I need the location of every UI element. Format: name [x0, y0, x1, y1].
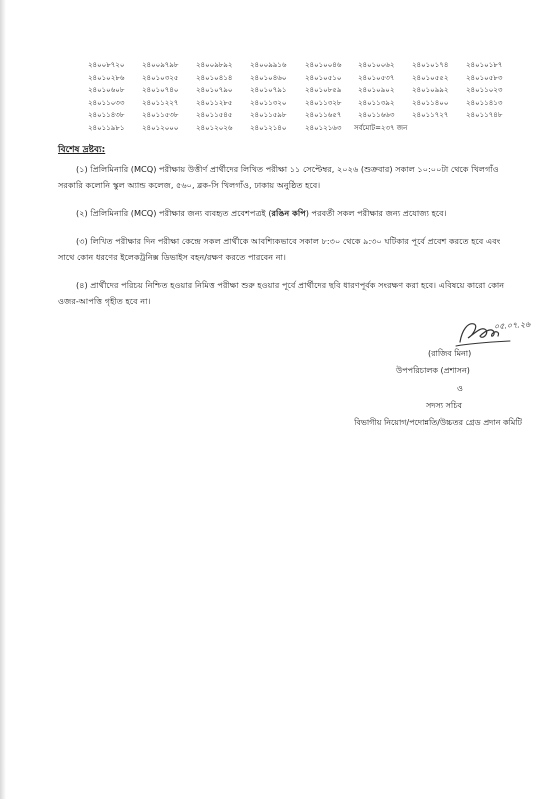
roll-number-cell: ২৪০১০৮৫৯ — [305, 86, 342, 95]
roll-number-cell: ২৪০০৯৯১৬ — [250, 61, 287, 69]
roll-number-cell: ২৪০১০৬০৮ — [88, 86, 125, 95]
roll-number-cell: ২৪০১১২৮৫ — [196, 98, 233, 107]
roll-number-cell: ২৪০০৮৭২০ — [88, 61, 125, 69]
total-count: সর্বমোট=২৩৭ জন — [354, 124, 408, 132]
roll-number-cell: ২৪০১১৩২৮ — [305, 98, 342, 107]
roll-number-cell: ২৪০১১৬৬৩ — [358, 111, 395, 120]
roll-number-cell: ২৪০১০১৮৭ — [466, 61, 503, 69]
roll-number-cell: ২৪০১১৯৮১ — [88, 124, 125, 132]
roll-number-cell: ২৪০১১৭২৭ — [412, 111, 449, 120]
roll-number-cell: ২৪০১১০২৩ — [466, 86, 503, 95]
roll-number-cell: ২৪০১১৫৩৮ — [142, 111, 179, 120]
committee-name: বিভাগীয় নিয়োগ/পদোন্নতি/উচ্চতর গ্রেড প্রদান কমিটি — [354, 418, 522, 427]
roll-number-cell: ২৪০১১৪৩৮ — [88, 111, 125, 120]
signatory-designation: উপপরিচালক (প্রশাসন) — [396, 366, 470, 375]
note-item-4: (৪) প্রার্থীদের পরিচয় নিশ্চিত হওয়ার নিমিত্ত পরীক্ষা শুরু হওয়ার পূর্বে প্রার্থীদের ছবি ধারণপূর্বক সংরক্ষণ করা হবে। এবিষয়ে কারো কোন ওজর-আপত্তি গৃহীত হবে না। — [58, 280, 505, 306]
note-item-1: (১) প্রিলিমিনারি (MCQ) পরীক্ষায় উত্তীর্ণ প্রার্থীদের লিখিত পরীক্ষা ১১ সেপ্টেম্বর, ২০২৬ (শুক্রবার) সকাল ১০:০০টা থেকে খিলগাঁও সরকারি কলোনি স্কুল অ্যান্ড কলেজ, ৫৬০, ব্লক-সি খিলগাঁও, ঢাকায় অনুষ্ঠিত হবে। — [58, 164, 499, 190]
roll-number-cell: ২৪০১০৭৪০ — [142, 86, 179, 95]
special-notes — [58, 142, 508, 321]
notes-heading: বিশেষ দ্রষ্টব্য: — [58, 145, 106, 155]
signatory-name: (রাজিব মিনা) — [428, 349, 472, 358]
roll-number-cell: ২৪০১০৫৫২ — [412, 73, 449, 82]
roll-number-cell: ২৪০০৯৭৯৮ — [142, 61, 179, 69]
roll-number-cell: ২৪০০৯৮৯২ — [196, 61, 233, 69]
roll-number-cell: ২৪০১০১৭৪ — [412, 61, 449, 69]
roll-number-cell: ২৪০১১০৩৩ — [88, 98, 125, 107]
roll-number-cell: ২৪০১২১৪০ — [250, 124, 287, 132]
roll-number-cell: ২৪০১১৩৯২ — [358, 98, 395, 107]
roll-number-cell: ২৪০১০৯৯২ — [412, 86, 449, 95]
note-item-2-text-end: ) পরবর্তী সকল পরীক্ষার জন্য প্রযোজ্য হবে। — [305, 208, 447, 218]
note-item-2-bold: রঙিন কপি — [271, 208, 306, 218]
roll-number-cell: ২৪০১২০০০ — [142, 124, 179, 132]
note-item-2 — [58, 205, 508, 221]
roll-number-cell: ২৪০১০৩২৫ — [142, 73, 179, 82]
roll-number-cell: ২৪০১১২২৭ — [142, 98, 179, 107]
roll-number-cell: ২৪০১১৫৪৫ — [196, 111, 233, 120]
roll-number-cell: ২৪০১১৭৪৮ — [466, 111, 503, 120]
roll-number-cell: ২৪০১০৯০২ — [358, 86, 395, 95]
signature-date: ০৫.০৭.২৬ — [493, 319, 531, 332]
roll-number-cell: ২৪০১১৬৫৭ — [305, 111, 342, 120]
roll-number-cell: ২৪০১২০২৬ — [196, 124, 233, 132]
roll-number-cell: ২৪০১০২৮৬ — [88, 73, 125, 82]
roll-number-cell: ২৪০১০৭৯১ — [250, 86, 287, 95]
roll-number-table — [0, 0, 556, 140]
roll-number-cell: ২৪০১১৫৯৮ — [250, 111, 287, 120]
roll-number-cell: ২৪০১০৫৩৭ — [358, 73, 395, 82]
note-item-2-text: (২) প্রিলিমিনারি (MCQ) পরীক্ষার জন্য ব্যবহৃত প্রবেশপত্রই ( — [76, 208, 272, 218]
roll-number-cell: ২৪০১১৪০০ — [412, 98, 449, 107]
note-item-3: (৩) লিখিত পরীক্ষার দিন পরীক্ষা কেন্দ্রে সকল প্রার্থীকে আবশ্যিকভাবে সকাল ৮:৩০ থেকে ৯:৩০ ঘটিকার পূর্বে প্রবেশ করতে হবে এবং সাথে কোন ধরণের ইলেকট্রনিক্স ডিভাইস বহন/রক্ষণ করতে পারবেন না। — [58, 236, 501, 262]
signatory-conjunction: ও — [457, 384, 463, 393]
roll-number-cell: ২৪০১১৪১৩ — [466, 98, 503, 107]
roll-number-cell: ২৪০১০৭৯০ — [196, 86, 233, 95]
roll-number-cell: ২৪০১০৫৮৩ — [466, 73, 503, 82]
roll-number-cell: ২৪০১০৪৬০ — [250, 73, 287, 82]
roll-number-cell: ২৪০১১৩২০ — [250, 98, 287, 107]
signatory-role: সদস্য সচিব — [426, 401, 462, 410]
roll-number-cell: ২৪০১২১৬৩ — [305, 124, 342, 132]
roll-number-cell: ২৪০১০০৬২ — [358, 61, 395, 69]
roll-number-cell: ২৪০১০৫১০ — [305, 73, 342, 82]
roll-number-cell: ২৪০১০০৪৬ — [305, 61, 342, 69]
roll-number-cell: ২৪০১০৪১৪ — [196, 73, 233, 82]
